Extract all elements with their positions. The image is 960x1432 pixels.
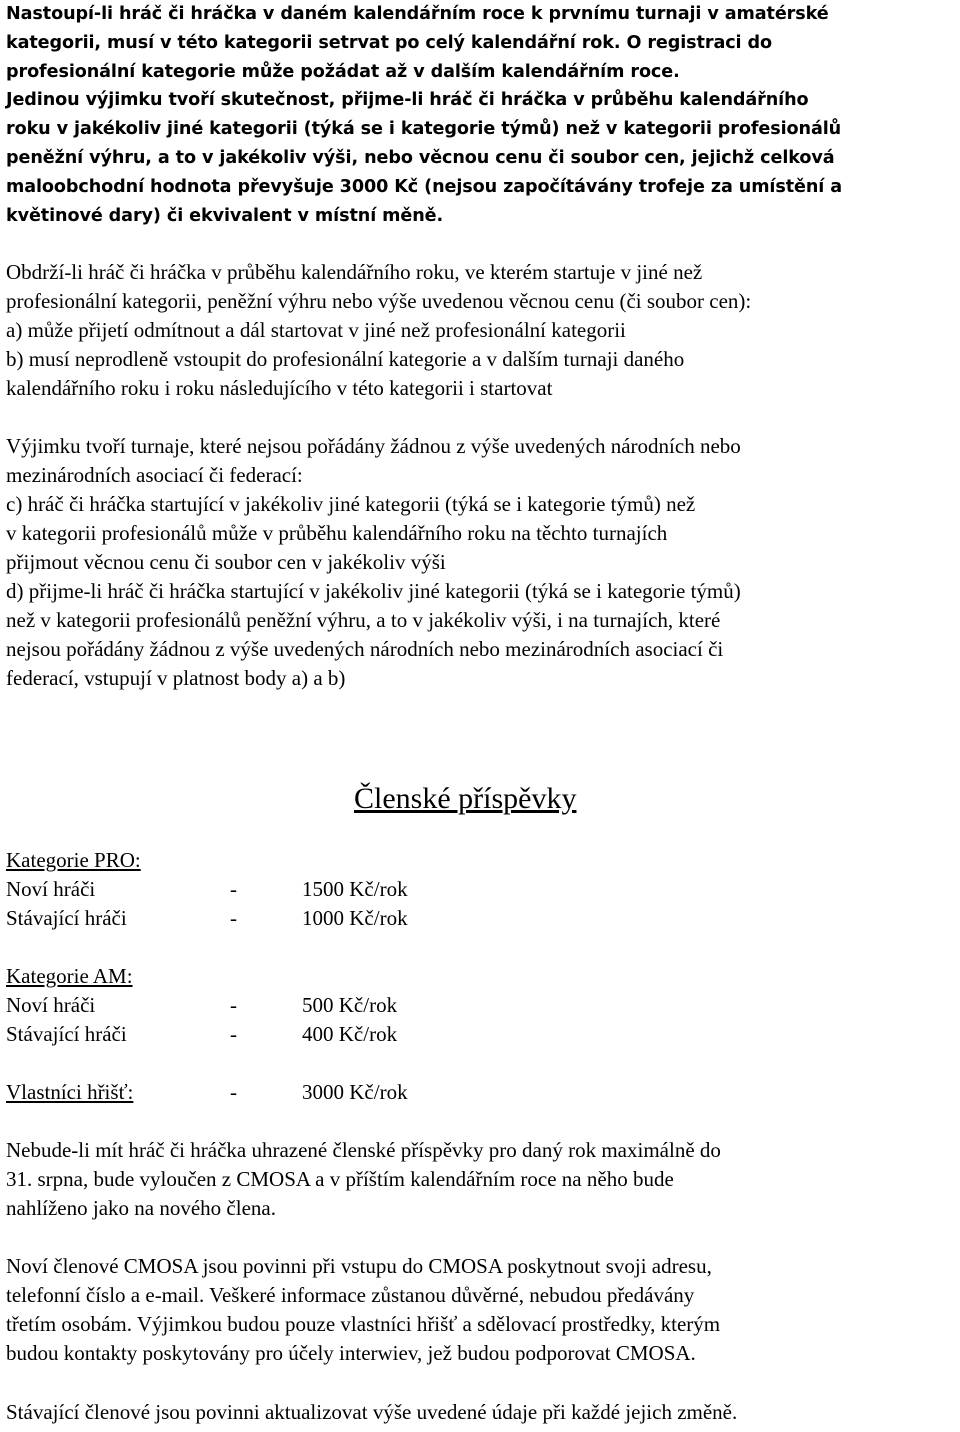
text-line: b) musí neprodleně vstoupit do profesionální kategorie a v dalším turnaji daného [6, 347, 685, 371]
fee-dash: - [230, 877, 237, 901]
text-line: nahlíženo jako na nového člena. [6, 1196, 276, 1220]
fee-label: Stávající hráči [6, 1022, 127, 1046]
fee-dash: - [230, 993, 237, 1017]
fee-row [6, 875, 946, 904]
fee-label: Noví hráči [6, 877, 96, 901]
text-line: kalendářního roku i roku následujícího v této kategorii i startovat [6, 376, 553, 400]
fee-amount: 3000 Kč/rok [302, 1080, 408, 1104]
text-line: v kategorii profesionálů může v průběhu kalendářního roku na těchto turnajích [6, 521, 668, 545]
text-line: budou kontakty poskytovány pro účely interwiev, jež budou podporovat CMOSA. [6, 1341, 696, 1365]
contact-note-paragraph [6, 1252, 720, 1368]
fee-amount: 400 Kč/rok [302, 1022, 398, 1046]
text-line: Výjimku tvoří turnaje, které nejsou pořádány žádnou z výše uvedených národních nebo [6, 434, 741, 458]
text-line: než v kategorii profesionálů peněžní výhru, a to v jakékoliv výši, i na turnajích, které [6, 608, 721, 632]
text-line: maloobchodní hodnota převyšuje 3000 Kč (nejsou započítávány trofeje za umístění a [6, 177, 843, 197]
update-note-paragraph [6, 1398, 737, 1427]
text-line: Obdrží-li hráč či hráčka v průběhu kalendářního roku, ve kterém startuje v jiné než [6, 260, 703, 284]
text-line: Nastoupí-li hráč či hráčka v daném kalendářním roce k prvnímu turnaji v amatérské [6, 4, 829, 24]
text-line: roku v jakékoliv jiné kategorii (týká se i kategorie týmů) než v kategorii profesionálů [6, 119, 842, 139]
text-line: peněžní výhru, a to v jakékoliv výši, nebo věcnou cenu či soubor cen, jejichž celková [6, 148, 835, 168]
owners-fee-row [6, 1078, 946, 1107]
fee-row [6, 904, 946, 933]
fee-row [6, 991, 946, 1020]
fee-label: Stávající hráči [6, 906, 127, 930]
text-line: profesionální kategorie může požádat až v dalším kalendářním roce. [6, 62, 680, 82]
text-line: d) přijme-li hráč či hráčka startující v jakékoliv jiné kategorii (týká se i kategorie týmů) [6, 579, 741, 603]
text-line: 31. srpna, bude vyloučen z CMOSA a v příštím kalendářním roce na něho bude [6, 1167, 674, 1191]
tournament-exception-paragraph [6, 432, 741, 693]
text-line: třetím osobám. Výjimkou budou pouze vlastníci hřišť a sdělovací prostředky, kterým [6, 1312, 721, 1336]
fee-dash: - [230, 1022, 237, 1046]
text-line: Jedinou výjimku tvoří skutečnost, přijme-li hráč či hráčka v průběhu kalendářního [6, 90, 809, 110]
text-line: profesionální kategorii, peněžní výhru nebo výše uvedenou věcnou cenu (či soubor cen): [6, 289, 752, 313]
intro-paragraph [6, 0, 829, 87]
text-line: Noví členové CMOSA jsou povinni při vstupu do CMOSA poskytnout svoji adresu, [6, 1254, 712, 1278]
fee-label: Vlastníci hřišť: [6, 1080, 134, 1104]
text-line: kategorii, musí v této kategorii setrvat po celý kalendářní rok. O registraci do [6, 33, 772, 53]
text-line: přijmout věcnou cenu či soubor cen v jakékoliv výši [6, 550, 446, 574]
category-label: Kategorie AM: [6, 964, 133, 988]
fee-amount: 1500 Kč/rok [302, 877, 408, 901]
text-line: Nebude-li mít hráč či hráčka uhrazené členské příspěvky pro daný rok maximálně do [6, 1138, 721, 1162]
text-line: telefonní číslo a e-mail. Veškeré informace zůstanou důvěrné, nebudou předávány [6, 1283, 695, 1307]
fees-title: Členské příspěvky [354, 782, 577, 815]
fee-amount: 500 Kč/rok [302, 993, 398, 1017]
fee-row [6, 1020, 946, 1049]
text-line: Stávající členové jsou povinni aktualizovat výše uvedené údaje při každé jejich změně. [6, 1400, 738, 1424]
text-line: federací, vstupují v platnost body a) a b) [6, 666, 346, 690]
fee-amount: 1000 Kč/rok [302, 906, 408, 930]
text-line: květinové dary) či ekvivalent v místní měně. [6, 206, 444, 226]
payment-note-paragraph [6, 1136, 721, 1223]
exception-paragraph [6, 86, 842, 231]
fee-label: Noví hráči [6, 993, 96, 1017]
fee-dash: - [230, 1080, 237, 1104]
fee-dash: - [230, 906, 237, 930]
text-line: mezinárodních asociací či federací: [6, 463, 303, 487]
text-line: a) může přijetí odmítnout a dál startovat v jiné než profesionální kategorii [6, 318, 626, 342]
prize-rule-paragraph [6, 258, 751, 403]
category-label: Kategorie PRO: [6, 848, 141, 872]
text-line: c) hráč či hráčka startující v jakékoliv jiné kategorii (týká se i kategorie týmů) než [6, 492, 696, 516]
text-line: nejsou pořádány žádnou z výše uvedených národních nebo mezinárodních asociací či [6, 637, 724, 661]
